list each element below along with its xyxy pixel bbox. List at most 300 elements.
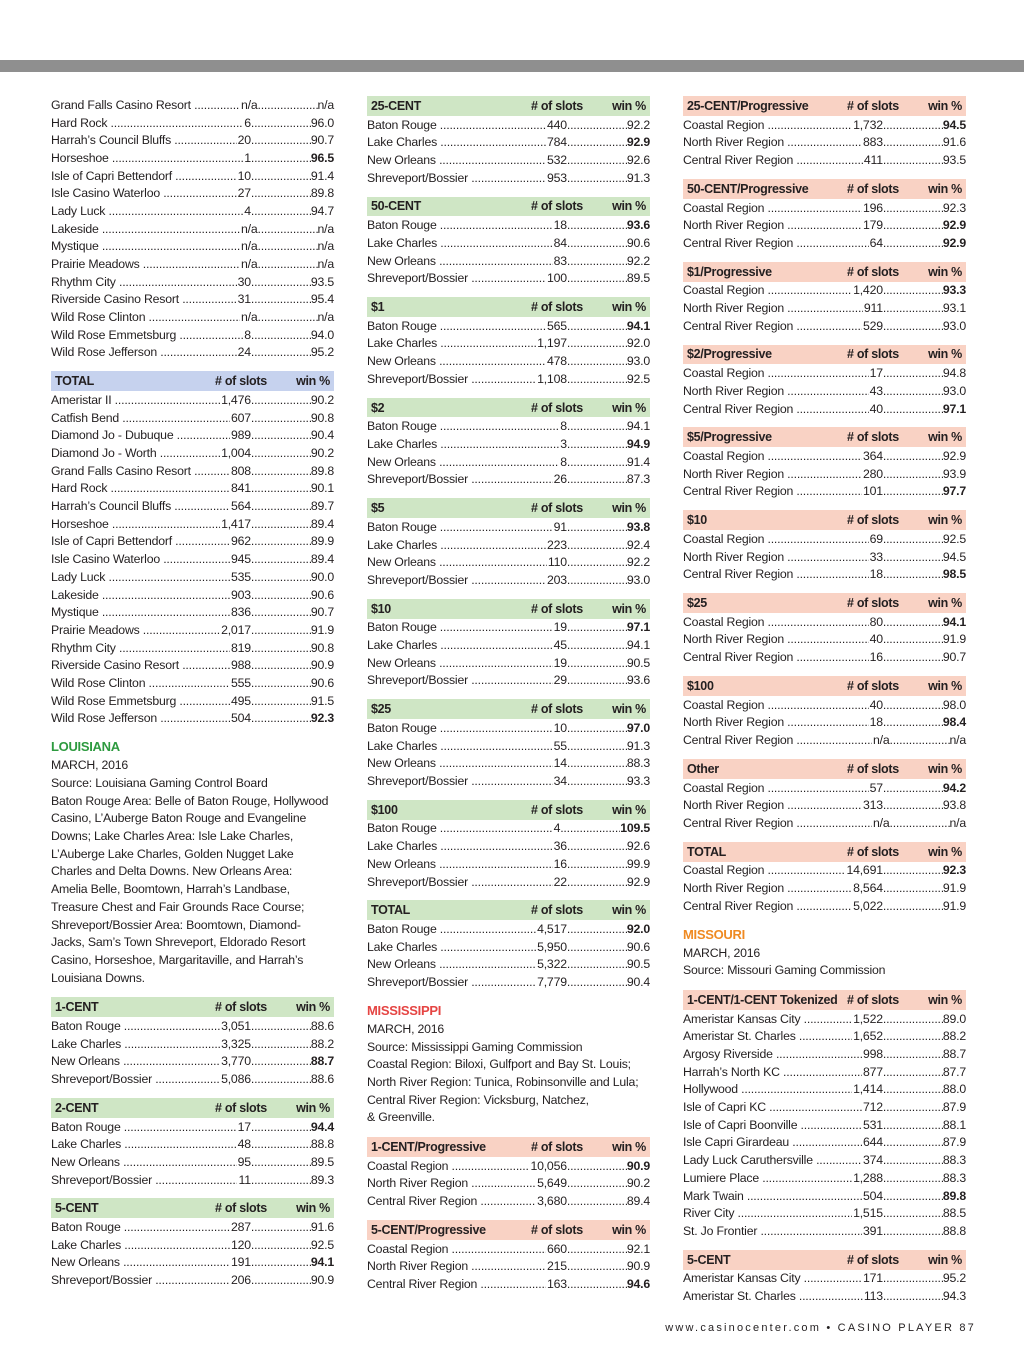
dot-leader	[883, 402, 943, 416]
location-name: Baton Rouge .....	[367, 319, 546, 333]
table-row	[367, 216, 650, 234]
win-column-header: win %	[612, 1140, 646, 1155]
win-percent: 90.0	[310, 569, 334, 584]
table-row	[683, 364, 966, 382]
page-footer: www.casinocenter.com • CASINO PLAYER 87	[665, 1322, 976, 1334]
dot-leader	[883, 1065, 943, 1079]
dot-leader	[258, 98, 318, 112]
section-gap	[367, 388, 650, 398]
dot-leader	[251, 1054, 311, 1068]
slot-count: 80	[869, 614, 883, 629]
win-column-header: win %	[612, 98, 646, 113]
win-column-header: win %	[612, 702, 646, 717]
slots-column-header: # of slots	[215, 1000, 267, 1015]
location-name: Grand Falls Casino Resort .....	[51, 464, 230, 478]
table-row	[51, 202, 334, 220]
win-column-header: win %	[612, 903, 646, 918]
win-percent: 93.3	[626, 773, 650, 788]
win-percent: 93.0	[942, 383, 966, 398]
dot-leader	[883, 283, 943, 297]
source-line: Central River Region: Vicksburg, Natchez,	[367, 1092, 589, 1107]
dot-leader	[567, 875, 627, 889]
table-header	[367, 398, 650, 418]
win-percent: 88.6	[310, 1018, 334, 1033]
win-percent: 94.4	[310, 1119, 334, 1134]
location-name: Central River Region .....	[683, 484, 862, 498]
win-percent: 97.1	[626, 620, 650, 635]
table-row	[367, 317, 650, 335]
slot-count: 4,517	[537, 922, 567, 937]
table-row	[51, 391, 334, 409]
win-percent: 93.5	[942, 153, 966, 168]
table-row	[367, 417, 650, 435]
win-percent: 91.6	[310, 1220, 334, 1235]
denomination-label: 1-CENT	[55, 1000, 99, 1015]
win-column-header: win %	[296, 374, 330, 389]
denomination-label: $5/Progressive	[687, 430, 772, 445]
table-row	[683, 483, 966, 501]
dot-leader	[883, 615, 943, 629]
dot-leader	[567, 419, 627, 433]
location-name: Isle Capri Girardeau .....	[683, 1135, 862, 1149]
location-name: Lake Charles .....	[367, 135, 546, 149]
dot-leader	[883, 863, 943, 877]
slot-count: 16	[869, 650, 883, 665]
location-name: Mark Twain .....	[683, 1189, 862, 1203]
section-gap	[683, 335, 966, 345]
location-name: Coastal Region .....	[683, 283, 852, 297]
dot-leader	[567, 839, 627, 853]
win-percent: 89.9	[310, 534, 334, 549]
section-gap	[367, 287, 650, 297]
win-percent: 92.5	[942, 531, 966, 546]
table-row	[683, 151, 966, 169]
table-header	[683, 676, 966, 696]
dot-leader	[251, 481, 311, 495]
source-line: North River Region: Tunica, Robinsonville and Lula;	[367, 1075, 639, 1090]
dot-leader	[883, 135, 943, 149]
location-name: Lady Luck Caruthersville .....	[683, 1153, 862, 1167]
win-percent: 94.8	[942, 366, 966, 381]
source-line: Coastal Region: Biloxi, Gulfport and Bay St. Louis;	[367, 1057, 631, 1072]
slots-column-header: # of slots	[531, 400, 583, 415]
win-percent: 88.2	[310, 1036, 334, 1051]
slots-column-header: # of slots	[847, 1252, 899, 1267]
section-gap	[683, 915, 966, 925]
win-column-header: win %	[928, 761, 962, 776]
slot-count: 4	[553, 821, 561, 836]
dot-leader	[883, 1047, 943, 1061]
dot-leader	[251, 186, 311, 200]
table-row	[51, 1052, 334, 1070]
slot-count: 988	[230, 658, 251, 673]
location-name: Harrah’s Council Bluffs .....	[51, 133, 237, 147]
win-column-header: win %	[612, 501, 646, 516]
section-gap	[51, 727, 334, 737]
dot-leader	[883, 201, 943, 215]
dot-leader	[251, 275, 311, 289]
location-name: Lakeside .....	[51, 588, 230, 602]
table-row	[367, 571, 650, 589]
table-row	[51, 344, 334, 362]
dot-leader	[883, 1135, 943, 1149]
section-gap	[367, 1127, 650, 1137]
section-gap	[367, 1210, 650, 1220]
table-row	[51, 586, 334, 604]
location-name: Harrah’s Council Bluffs .....	[51, 499, 230, 513]
dot-leader	[251, 464, 311, 478]
slots-column-header: # of slots	[847, 761, 899, 776]
table-row	[367, 855, 650, 873]
location-name: North River Region .....	[683, 384, 869, 398]
win-percent: 88.7	[310, 1054, 334, 1069]
win-percent: 93.6	[626, 673, 650, 688]
denomination-label: $10	[687, 513, 707, 528]
location-name: New Orleans .....	[51, 1155, 237, 1169]
slot-count: 101	[862, 484, 883, 499]
win-percent: 90.7	[942, 650, 966, 665]
slot-count: 1,288	[853, 1170, 883, 1185]
location-name: Hollywood .....	[683, 1082, 852, 1096]
win-percent: 90.5	[626, 655, 650, 670]
dot-leader	[567, 656, 627, 670]
denomination-label: 5-CENT	[55, 1201, 99, 1216]
win-column-header: win %	[928, 1252, 962, 1267]
slot-count: 564	[230, 499, 251, 514]
win-column-header: win %	[928, 992, 962, 1007]
table-header	[367, 699, 650, 719]
table-row	[683, 216, 966, 234]
win-percent: 87.9	[942, 1135, 966, 1150]
win-column-header: win %	[928, 678, 962, 693]
win-column-header: win %	[612, 601, 646, 616]
table-header	[683, 842, 966, 862]
win-percent: 92.5	[310, 1237, 334, 1252]
table-row	[367, 820, 650, 838]
dot-leader	[567, 857, 627, 871]
table-row	[51, 1171, 334, 1189]
table-row	[367, 754, 650, 772]
win-percent: 89.3	[310, 1172, 334, 1187]
dot-leader	[567, 153, 627, 167]
dot-leader	[567, 135, 627, 149]
slot-count: 911	[863, 301, 883, 316]
win-percent: 90.2	[310, 392, 334, 407]
location-name: Coastal Region .....	[683, 615, 869, 629]
slot-count: 17	[869, 366, 883, 381]
win-percent: 89.4	[310, 516, 334, 531]
location-name: Lumiere Place .....	[683, 1171, 852, 1185]
win-percent: 94.0	[310, 327, 334, 342]
dot-leader	[567, 236, 627, 250]
denomination-label: $100	[371, 802, 398, 817]
win-percent: 97.0	[626, 720, 650, 735]
source-line: Source: Mississippi Gaming Commission	[367, 1039, 583, 1054]
source-line: Louisiana Downs.	[51, 970, 145, 985]
table-row	[51, 238, 334, 256]
location-name: Wild Rose Clinton .....	[51, 676, 230, 690]
table-row	[367, 938, 650, 956]
dot-leader	[251, 623, 311, 637]
dot-leader	[251, 570, 311, 584]
table-row	[367, 837, 650, 855]
location-name: North River Region .....	[683, 715, 869, 729]
slots-column-header: # of slots	[215, 374, 267, 389]
table-row	[683, 1187, 966, 1205]
slot-count: 504	[230, 711, 251, 726]
table-row	[51, 308, 334, 326]
table-row	[51, 1218, 334, 1236]
table-row	[683, 796, 966, 814]
source-line: Casino, L’Auberge Baton Rouge and Evangeline	[51, 811, 307, 826]
location-name: Lady Luck .....	[51, 204, 243, 218]
win-percent: 93.6	[626, 218, 650, 233]
dot-leader	[883, 467, 943, 481]
section-gap	[683, 500, 966, 510]
slot-count: 4	[244, 203, 251, 218]
slot-count: 411	[863, 153, 883, 168]
location-name: Catfish Bend .....	[51, 411, 230, 425]
dot-leader	[567, 673, 627, 687]
dot-leader	[567, 940, 627, 954]
dot-leader	[567, 739, 627, 753]
dot-leader	[890, 733, 950, 747]
table-row	[51, 674, 334, 692]
win-percent: n/a	[949, 815, 966, 830]
table-header	[367, 599, 650, 619]
slots-column-header: # of slots	[531, 299, 583, 314]
win-percent: 87.9	[942, 1100, 966, 1115]
table-header	[683, 990, 966, 1010]
dot-leader	[251, 1120, 311, 1134]
win-percent: 90.7	[310, 133, 334, 148]
table-row	[51, 1153, 334, 1171]
denomination-label: 5-CENT/Progressive	[371, 1222, 486, 1237]
table-row	[683, 116, 966, 134]
dot-leader	[883, 1289, 943, 1303]
dot-leader	[567, 1277, 627, 1291]
source-line: & Greenville.	[367, 1110, 435, 1125]
slot-count: 34	[553, 773, 567, 788]
win-percent: 98.4	[942, 715, 966, 730]
dot-leader	[883, 550, 943, 564]
slot-count: 555	[230, 675, 251, 690]
slot-count: 1,417	[221, 516, 251, 531]
table-row	[367, 1192, 650, 1210]
section-gap	[51, 1088, 334, 1098]
dot-leader	[567, 1194, 627, 1208]
win-percent: 95.4	[310, 292, 334, 307]
win-percent: 92.6	[626, 153, 650, 168]
dot-leader	[883, 1189, 943, 1203]
table-row	[51, 515, 334, 533]
win-column-header: win %	[612, 199, 646, 214]
dot-leader	[883, 715, 943, 729]
location-name: Shreveport/Bossier .....	[51, 1072, 220, 1086]
win-percent: 90.6	[310, 675, 334, 690]
location-name: North River Region .....	[683, 550, 869, 564]
dot-leader	[883, 218, 943, 232]
location-name: Wild Rose Jefferson .....	[51, 711, 230, 725]
win-percent: 94.3	[942, 1289, 966, 1304]
win-percent: 92.6	[626, 839, 650, 854]
slot-count: 110	[547, 555, 567, 570]
report-date: MARCH, 2016	[51, 758, 129, 773]
location-name: North River Region .....	[683, 218, 862, 232]
table-row	[51, 291, 334, 309]
win-percent: 90.1	[310, 481, 334, 496]
dot-leader	[251, 552, 311, 566]
location-name: Central River Region .....	[683, 650, 869, 664]
dot-leader	[567, 957, 627, 971]
slot-count: n/a	[873, 815, 890, 830]
win-percent: 93.0	[942, 318, 966, 333]
table-row	[683, 317, 966, 335]
win-percent: 88.5	[942, 1206, 966, 1221]
win-percent: 89.4	[310, 552, 334, 567]
location-name: Shreveport/Bossier .....	[367, 472, 553, 486]
table-row	[51, 184, 334, 202]
dot-leader	[251, 446, 311, 460]
denomination-label: $5	[371, 501, 385, 516]
win-percent: 95.2	[942, 1271, 966, 1286]
slot-count: 22	[553, 874, 567, 889]
slot-count: 5,022	[853, 898, 883, 913]
table-row	[367, 269, 650, 287]
slot-count: 18	[869, 567, 883, 582]
win-percent: 90.9	[626, 1259, 650, 1274]
dot-leader	[567, 336, 627, 350]
report-date: MARCH, 2016	[367, 1021, 445, 1036]
slot-count: 10	[553, 720, 567, 735]
table-row	[683, 1010, 966, 1028]
table-row	[367, 453, 650, 471]
win-percent: 90.6	[626, 939, 650, 954]
location-name: Central River Region .....	[367, 1194, 536, 1208]
table-row	[51, 1070, 334, 1088]
dot-leader	[883, 532, 943, 546]
dot-leader	[251, 1155, 311, 1169]
slots-column-header: # of slots	[847, 844, 899, 859]
section-gap	[367, 890, 650, 900]
dot-leader	[567, 774, 627, 788]
table-row	[367, 518, 650, 536]
location-name: Diamond Jo - Worth .....	[51, 446, 220, 460]
dot-leader	[251, 1137, 311, 1151]
location-name: Baton Rouge .....	[367, 419, 559, 433]
table-row	[51, 621, 334, 639]
win-percent: 90.9	[310, 658, 334, 673]
dot-leader	[258, 310, 318, 324]
source-line: Source: Missouri Gaming Commission	[683, 963, 886, 978]
slot-count: 8,564	[853, 881, 883, 896]
slot-count: 784	[546, 135, 567, 150]
dot-leader	[251, 292, 311, 306]
win-percent: 92.9	[626, 135, 650, 150]
slot-count: 171	[862, 1271, 883, 1286]
slot-count: 287	[230, 1220, 251, 1235]
slot-count: 69	[869, 531, 883, 546]
dot-leader	[567, 555, 627, 569]
slots-column-header: # of slots	[847, 678, 899, 693]
win-percent: 90.8	[310, 640, 334, 655]
slot-count: 55	[553, 738, 567, 753]
location-name: Lake Charles .....	[367, 538, 546, 552]
dot-leader	[567, 472, 627, 486]
table-row	[51, 131, 334, 149]
win-percent: 88.2	[942, 1029, 966, 1044]
table-row	[51, 1271, 334, 1289]
win-percent: 91.9	[310, 622, 334, 637]
table-header	[683, 179, 966, 199]
slot-count: 945	[230, 552, 251, 567]
dot-leader	[251, 169, 311, 183]
dot-leader	[251, 328, 311, 342]
slots-column-header: # of slots	[847, 513, 899, 528]
table-row	[367, 1175, 650, 1193]
location-name: North River Region .....	[683, 467, 862, 481]
slot-count: 1,732	[853, 117, 883, 132]
dot-leader	[883, 118, 943, 132]
table-row	[51, 426, 334, 444]
dot-leader	[251, 393, 311, 407]
location-name: Ameristar St. Charles .....	[683, 1289, 863, 1303]
slot-count: 5,322	[537, 957, 567, 972]
table-header	[367, 297, 650, 317]
location-name: Central River Region .....	[683, 567, 869, 581]
table-row	[367, 672, 650, 690]
location-name: Lake Charles .....	[367, 940, 536, 954]
table-row	[367, 1240, 650, 1258]
slots-column-header: # of slots	[847, 181, 899, 196]
slots-column-header: # of slots	[531, 98, 583, 113]
slot-count: 8	[244, 327, 251, 342]
dot-leader	[567, 520, 627, 534]
dot-leader	[883, 366, 943, 380]
location-name: St. Jo Frontier .....	[683, 1224, 862, 1238]
location-name: Rhythm City .....	[51, 641, 230, 655]
table-header	[683, 96, 966, 116]
location-name: Central River Region .....	[683, 733, 872, 747]
location-name: North River Region .....	[367, 1176, 536, 1190]
dot-leader	[883, 484, 943, 498]
table-row	[51, 568, 334, 586]
win-column-header: win %	[296, 1000, 330, 1015]
table-row	[683, 879, 966, 897]
win-percent: 92.4	[626, 537, 650, 552]
slot-count: 223	[546, 537, 567, 552]
table-row	[51, 273, 334, 291]
table-row	[51, 1017, 334, 1035]
dot-leader	[883, 301, 943, 315]
dot-leader	[560, 821, 620, 835]
win-percent: 91.4	[626, 454, 650, 469]
win-percent: 94.1	[626, 318, 650, 333]
location-name: New Orleans .....	[367, 254, 553, 268]
slot-count: 712	[862, 1100, 883, 1115]
win-column-header: win %	[928, 844, 962, 859]
source-line: L’Auberge Lake Charles, Golden Nugget Lake	[51, 846, 294, 861]
slot-count: 163	[546, 1277, 567, 1292]
slot-count: 3	[560, 436, 567, 451]
slot-count: 440	[546, 117, 567, 132]
table-row	[367, 133, 650, 151]
table-row	[367, 920, 650, 938]
slots-column-header: # of slots	[531, 501, 583, 516]
table-row	[51, 639, 334, 657]
win-percent: 93.0	[626, 354, 650, 369]
slot-count: 10	[237, 168, 251, 183]
